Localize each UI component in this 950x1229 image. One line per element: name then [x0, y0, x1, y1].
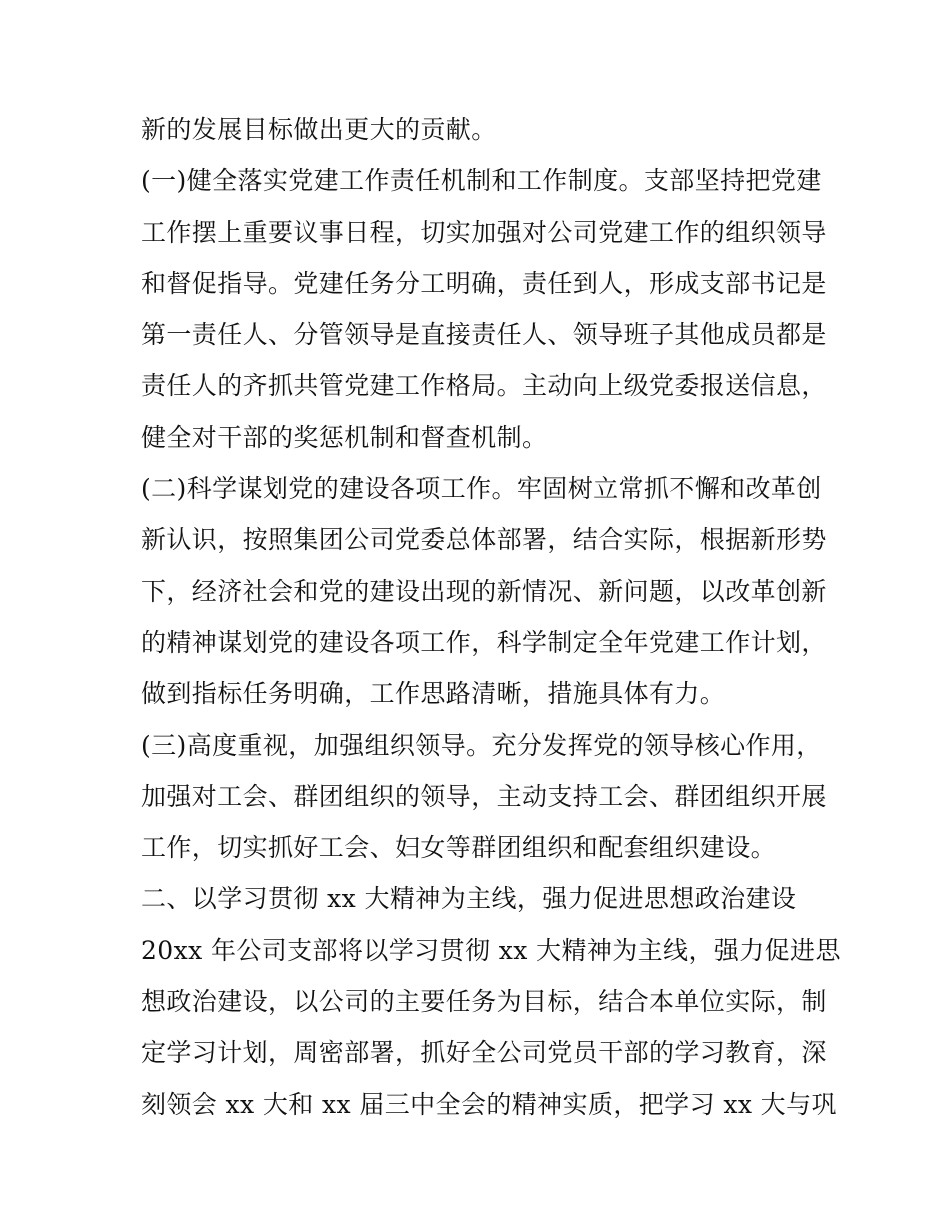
- text-line: 责任人的齐抓共管党建工作格局。主动向上级党委报送信息，: [141, 371, 827, 401]
- text-line: 健全对干部的奖惩机制和督查机制。: [141, 422, 548, 452]
- document-body: [141, 108, 841, 1134]
- text-line: (三)高度重视，加强组织领导。充分发挥党的领导核心作用，: [141, 730, 822, 760]
- text-line: 做到指标任务明确，工作思路清晰，措施具体有力。: [141, 679, 726, 709]
- text-line: 加强对工会、群团组织的领导，主动支持工会、群团组织开展: [141, 781, 827, 811]
- text-line: 工作摆上重要议事日程，切实加强对公司党建工作的组织领导: [141, 217, 827, 247]
- text-line: 想政治建设，以公司的主要任务为目标，结合本单位实际，制: [141, 987, 827, 1017]
- text-line: 刻领会 xx 大和 xx 届三中全会的精神实质，把学习 xx 大与巩: [141, 1089, 837, 1119]
- text-line: 工作，切实抓好工会、妇女等群团组织和配套组织建设。: [141, 833, 777, 863]
- text-line: 第一责任人、分管领导是直接责任人、领导班子其他成员都是: [141, 320, 827, 350]
- text-line: 和督促指导。党建任务分工明确，责任到人，形成支部书记是: [141, 268, 827, 298]
- text-line: 新认识，按照集团公司党委总体部署，结合实际，根据新形势: [141, 525, 827, 555]
- text-line: 定学习计划，周密部署，抓好全公司党员干部的学习教育，深: [141, 1038, 827, 1068]
- text-line: 20xx 年公司支部将以学习贯彻 xx 大精神为主线，强力促进思: [141, 935, 841, 965]
- section-heading: 二、以学习贯彻 xx 大精神为主线，强力促进思想政治建设: [141, 884, 797, 914]
- text-line: 的精神谋划党的建设各项工作，科学制定全年党建工作计划，: [141, 627, 827, 657]
- text-line: (二)科学谋划党的建设各项工作。牢固树立常抓不懈和改革创: [141, 474, 822, 504]
- text-line: (一)健全落实党建工作责任机制和工作制度。支部坚持把党建: [141, 166, 822, 196]
- text-line: 下，经济社会和党的建设出现的新情况、新问题，以改革创新: [141, 576, 827, 606]
- text-line: 新的发展目标做出更大的贡献。: [141, 115, 497, 144]
